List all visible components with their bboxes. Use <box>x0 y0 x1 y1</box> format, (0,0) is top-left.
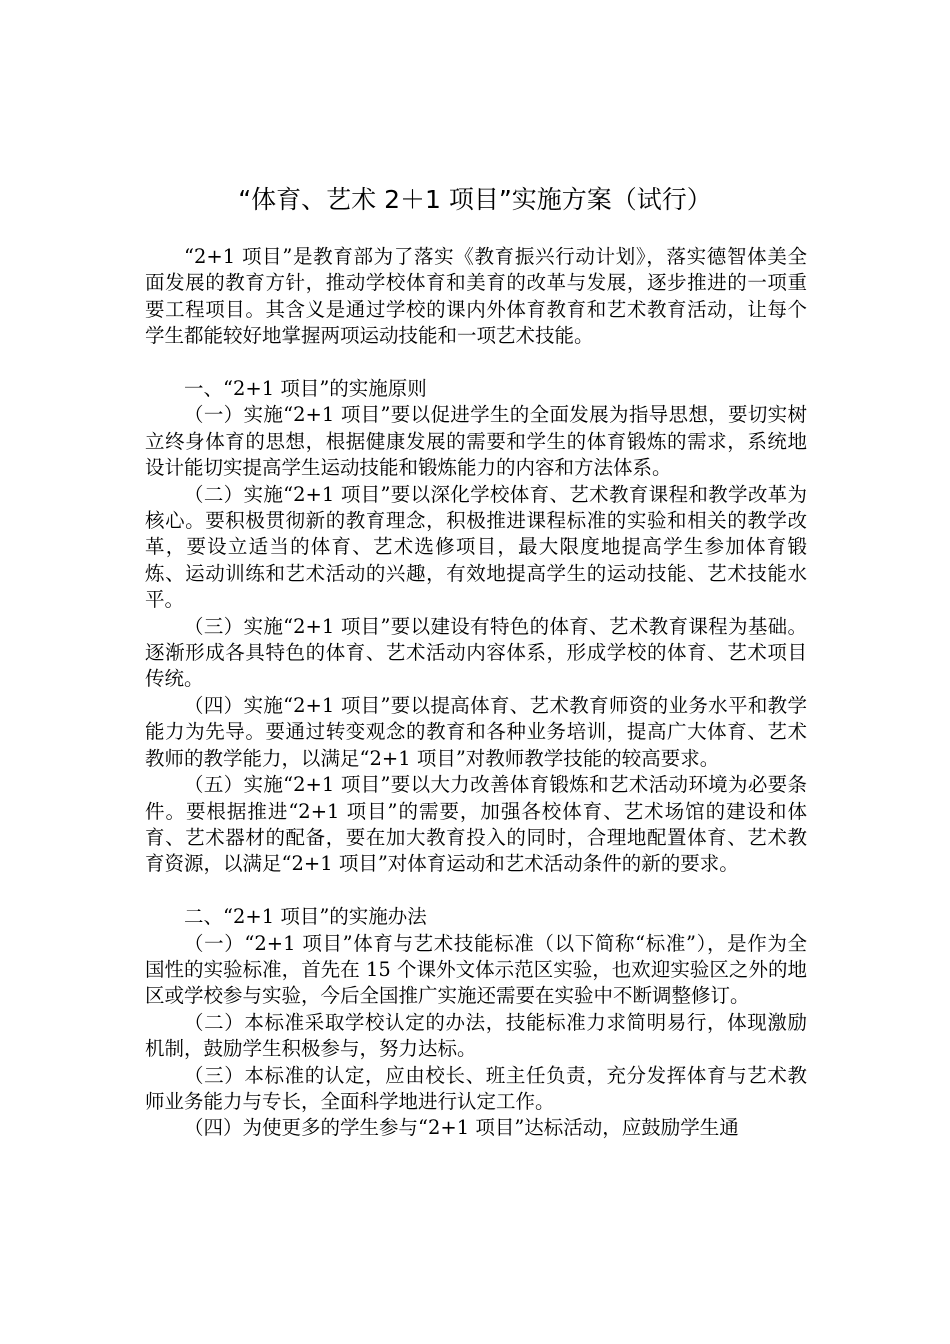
spacer <box>145 878 807 904</box>
section-heading-principles: 一、“2+1 项目”的实施原则 <box>184 377 427 401</box>
spacer <box>145 350 807 376</box>
principle-paragraph-2: （二）实施“2+1 项目”要以深化学校体育、艺术教育课程和教学改革为核心。要积极贯彻新的教育理念，积极推进课程标准的实验和相关的教学改革，要设立适当的体育、艺术选修项目，最大限度地提高学生参加体育锻炼、运动训练和艺术活动的兴趣，有效地提高学生的运动技能、艺术技能水平。 <box>145 482 807 612</box>
section-heading-methods: 二、“2+1 项目”的实施办法 <box>184 905 427 929</box>
method-paragraph-2: （二）本标准采取学校认定的办法，技能标准力求简明易行，体现激励机制，鼓励学生积极参与，努力达标。 <box>145 1010 807 1061</box>
principle-paragraph-4: （四）实施“2+1 项目”要以提高体育、艺术教育师资的业务水平和教学能力为先导。要通过转变观念的教育和各种业务培训，提高广大体育、艺术教师的教学能力，以满足“2+1 项目”对教师教学技能的较高要求。 <box>145 693 807 770</box>
intro-paragraph: “2+1 项目”是教育部为了落实《教育振兴行动计划》，落实德智体美全面发展的教育方针，推动学校体育和美育的改革与发展，逐步推进的一项重要工程项目。其含义是通过学校的课内外体育教育和艺术教育活动，让每个学生都能较好地掌握两项运动技能和一项艺术技能。 <box>145 245 807 348</box>
document-body <box>145 244 807 1142</box>
method-paragraph-4: （四）为使更多的学生参与“2+1 项目”达标活动，应鼓励学生通 <box>184 1116 739 1140</box>
principle-paragraph-3: （三）实施“2+1 项目”要以建设有特色的体育、艺术教育课程为基础。逐渐形成各具特色的体育、艺术活动内容体系，形成学校的体育、艺术项目传统。 <box>145 614 807 691</box>
method-paragraph-3: （三）本标准的认定，应由校长、班主任负责，充分发挥体育与艺术教师业务能力与专长，全面科学地进行认定工作。 <box>145 1063 807 1113</box>
method-paragraph-1: （一）“2+1 项目”体育与艺术技能标准（以下简称“标准”），是作为全国性的实验标准，首先在 15 个课外文体示范区实验，也欢迎实验区之外的地区或学校参与实验，今后全国推广实施还需要在实验中不断调整修订。 <box>145 931 807 1008</box>
document-title: “体育、艺术 2＋1 项目”实施方案（试行） <box>238 185 712 214</box>
principle-paragraph-1: （一）实施“2+1 项目”要以促进学生的全面发展为指导思想，要切实树立终身体育的思想，根据健康发展的需要和学生的体育锻炼的需求，系统地设计能切实提高学生运动技能和锻炼能力的内容和方法体系。 <box>145 403 807 480</box>
principle-paragraph-5: （五）实施“2+1 项目”要以大力改善体育锻炼和艺术活动环境为必要条件。要根据推进“2+1 项目”的需要，加强各校体育、艺术场馆的建设和体育、艺术器材的配备，要在加大教育投入的同时，合理地配置体育、艺术教育资源，以满足“2+1 项目”对体育运动和艺术活动条件的新的要求。 <box>145 773 807 876</box>
